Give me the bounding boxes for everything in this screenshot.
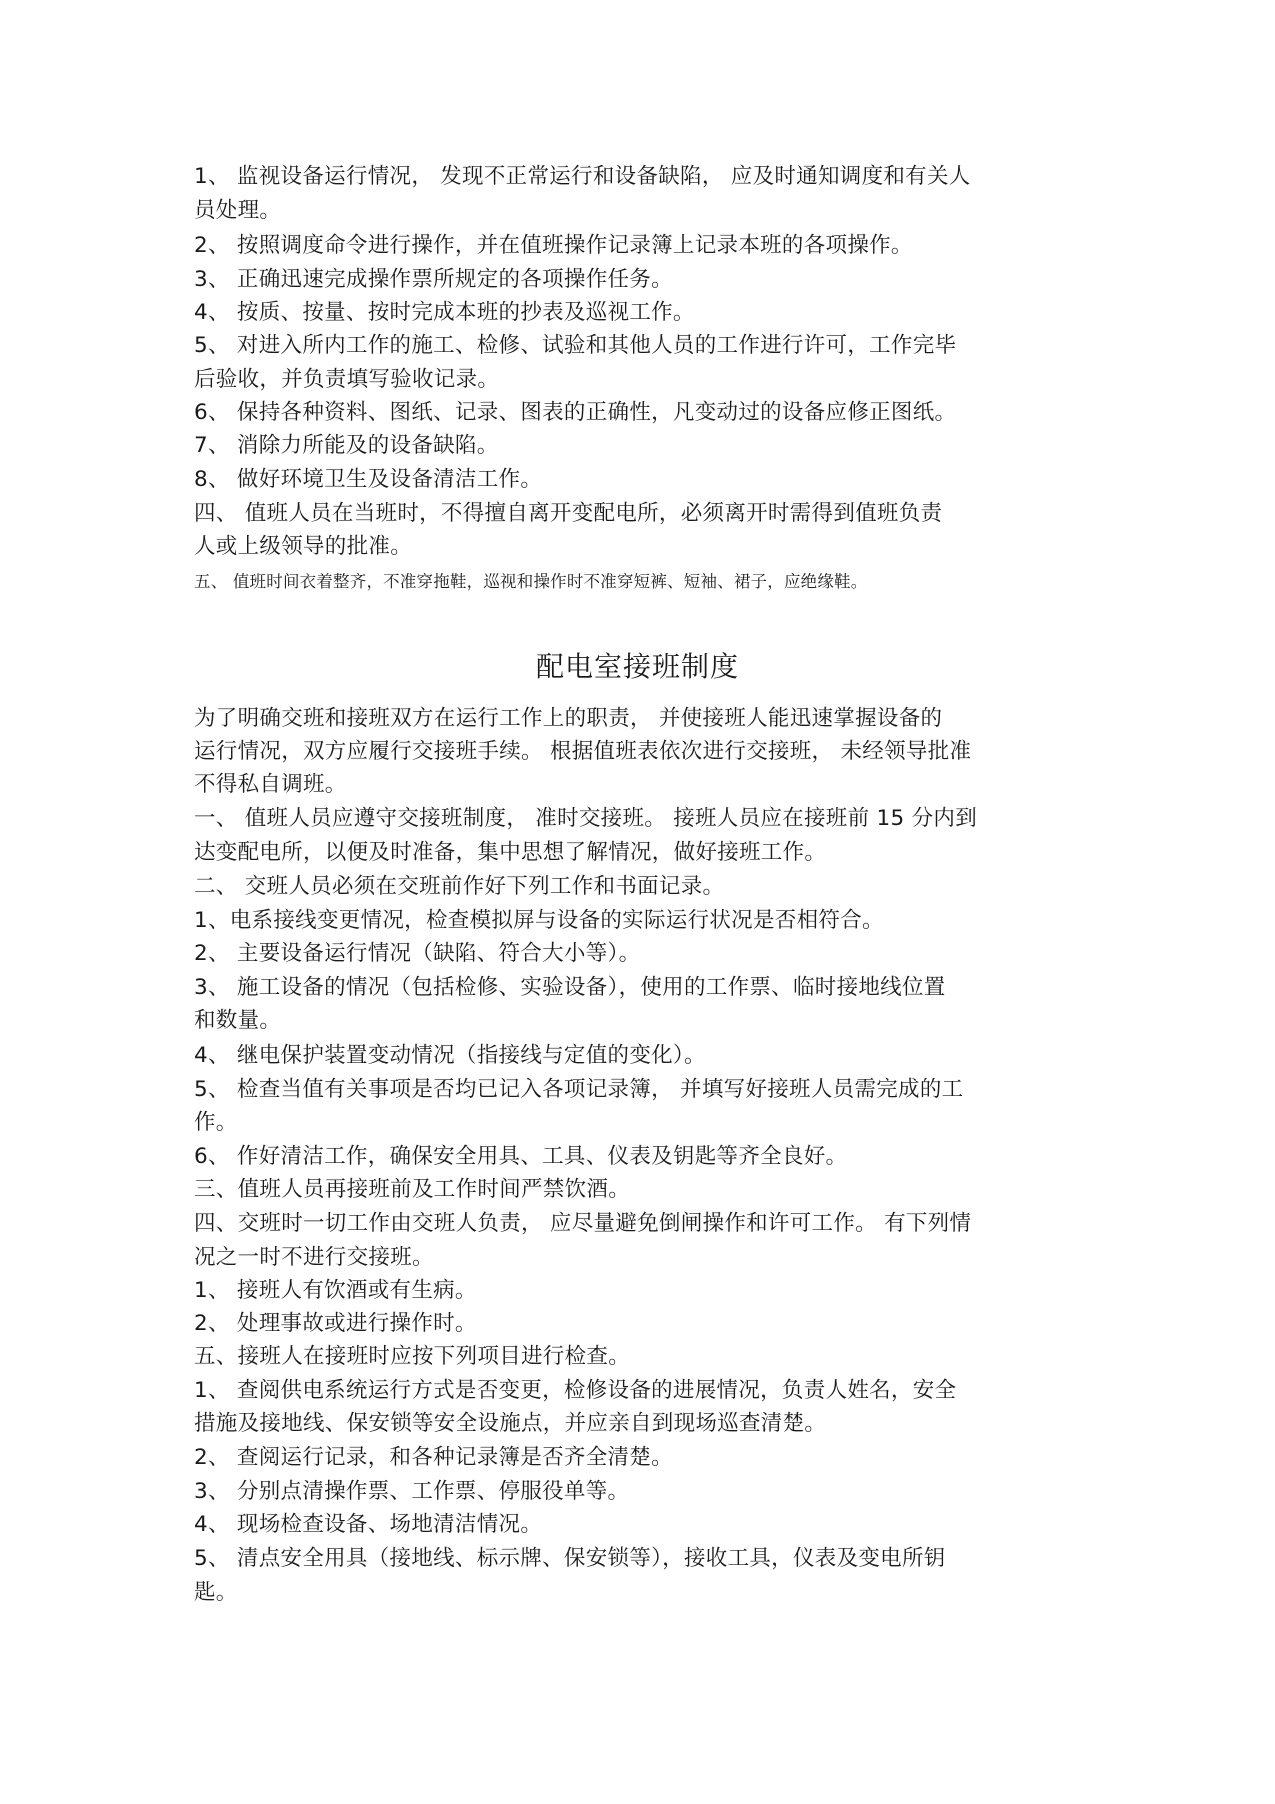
section-title: 配电室接班制度: [535, 650, 739, 683]
text-line: 2、 按照调度命令进行操作，并在值班操作记录簿上记录本班的各项操作。: [194, 233, 913, 258]
text-line: 1、 查阅供电系统运行方式是否变更，检修设备的进展情况，负责人姓名，安全: [194, 1378, 957, 1403]
text-line: 4、 现场检查设备、场地清洁情况。: [194, 1512, 543, 1537]
text-line: 和数量。: [194, 1008, 282, 1033]
text-line: 人或上级领导的批准。: [194, 534, 413, 559]
text-line: 2、 查阅运行记录，和各种记录簿是否齐全清楚。: [194, 1445, 673, 1470]
text-line: 1、电系接线变更情况，检查模拟屏与设备的实际运行状况是否相符合。: [194, 908, 884, 933]
text-line: 况之一时不进行交接班。: [194, 1245, 434, 1270]
text-line: 6、 作好清洁工作，确保安全用具、工具、仪表及钥匙等齐全良好。: [194, 1144, 848, 1169]
text-line: 3、 分别点清操作票、工作票、停服役单等。: [194, 1479, 630, 1504]
text-line: 匙。: [194, 1580, 238, 1605]
text-line: 五、接班人在接班时应按下列项目进行检查。: [194, 1344, 631, 1369]
text-line: 三、值班人员再接班前及工作时间严禁饮酒。: [194, 1177, 631, 1202]
text-line: 3、 施工设备的情况（包括检修、实验设备），使用的工作票、临时接地线位置: [194, 975, 946, 1000]
text-line: 1、 监视设备运行情况， 发现不正常运行和设备缺陷， 应及时通知调度和有关人: [194, 164, 971, 189]
text-line: 五、 值班时间衣着整齐，不准穿拖鞋，巡视和操作时不准穿短裤、短袖、裙子，应绝缘鞋。: [194, 572, 868, 591]
text-line: 运行情况，双方应履行交接班手续。 根据值班表依次进行交接班， 未经领导批准: [194, 739, 972, 764]
text-line: 5、 检查当值有关事项是否均已记入各项记录簿， 并填写好接班人员需完成的工: [194, 1077, 964, 1102]
text-line: 达变配电所，以便及时准备，集中思想了解情况，做好接班工作。: [194, 840, 827, 865]
text-line: 8、 做好环境卫生及设备清洁工作。: [194, 467, 543, 492]
text-line: 2、 处理事故或进行操作时。: [194, 1311, 477, 1336]
text-line: 四、交班时一切工作由交班人负责， 应尽量避免倒闸操作和许可工作。 有下列情: [194, 1211, 972, 1236]
text-line: 不得私自调班。: [194, 772, 347, 797]
text-line: 后验收，并负责填写验收记录。: [194, 367, 500, 392]
text-line: 员处理。: [194, 198, 282, 223]
text-line: 四、 值班人员在当班时，不得擅自离开变配电所，必须离开时需得到值班负责: [194, 501, 943, 526]
text-line: 作。: [194, 1110, 238, 1135]
text-line: 7、 消除力所能及的设备缺陷。: [194, 433, 499, 458]
text-line: 5、 清点安全用具（接地线、标示牌、保安锁等），接收工具，仪表及变电所钥: [194, 1546, 946, 1571]
text-line: 一、 值班人员应遵守交接班制度， 准时交接班。 接班人员应在接班前 15 分内到: [194, 806, 978, 831]
text-line: 为了明确交班和接班双方在运行工作上的职责， 并使接班人能迅速掌握设备的: [194, 706, 943, 731]
text-line: 1、 接班人有饮酒或有生病。: [194, 1278, 477, 1303]
text-line: 4、 按质、按量、按时完成本班的抄表及巡视工作。: [194, 300, 695, 325]
text-line: 二、 交班人员必须在交班前作好下列工作和书面记录。: [194, 874, 725, 899]
text-line: 措施及接地线、保安锁等安全设施点，并应亲自到现场巡查清楚。: [194, 1411, 827, 1436]
text-line: 4、 继电保护装置变动情况（指接线与定值的变化）。: [194, 1043, 706, 1068]
text-line: 5、 对进入所内工作的施工、检修、试验和其他人员的工作进行许可，工作完毕: [194, 333, 957, 358]
text-line: 2、 主要设备运行情况（缺陷、符合大小等）。: [194, 941, 641, 966]
text-line: 6、 保持各种资料、图纸、记录、图表的正确性，凡变动过的设备应修正图纸。: [194, 400, 957, 425]
text-line: 3、 正确迅速完成操作票所规定的各项操作任务。: [194, 267, 673, 292]
